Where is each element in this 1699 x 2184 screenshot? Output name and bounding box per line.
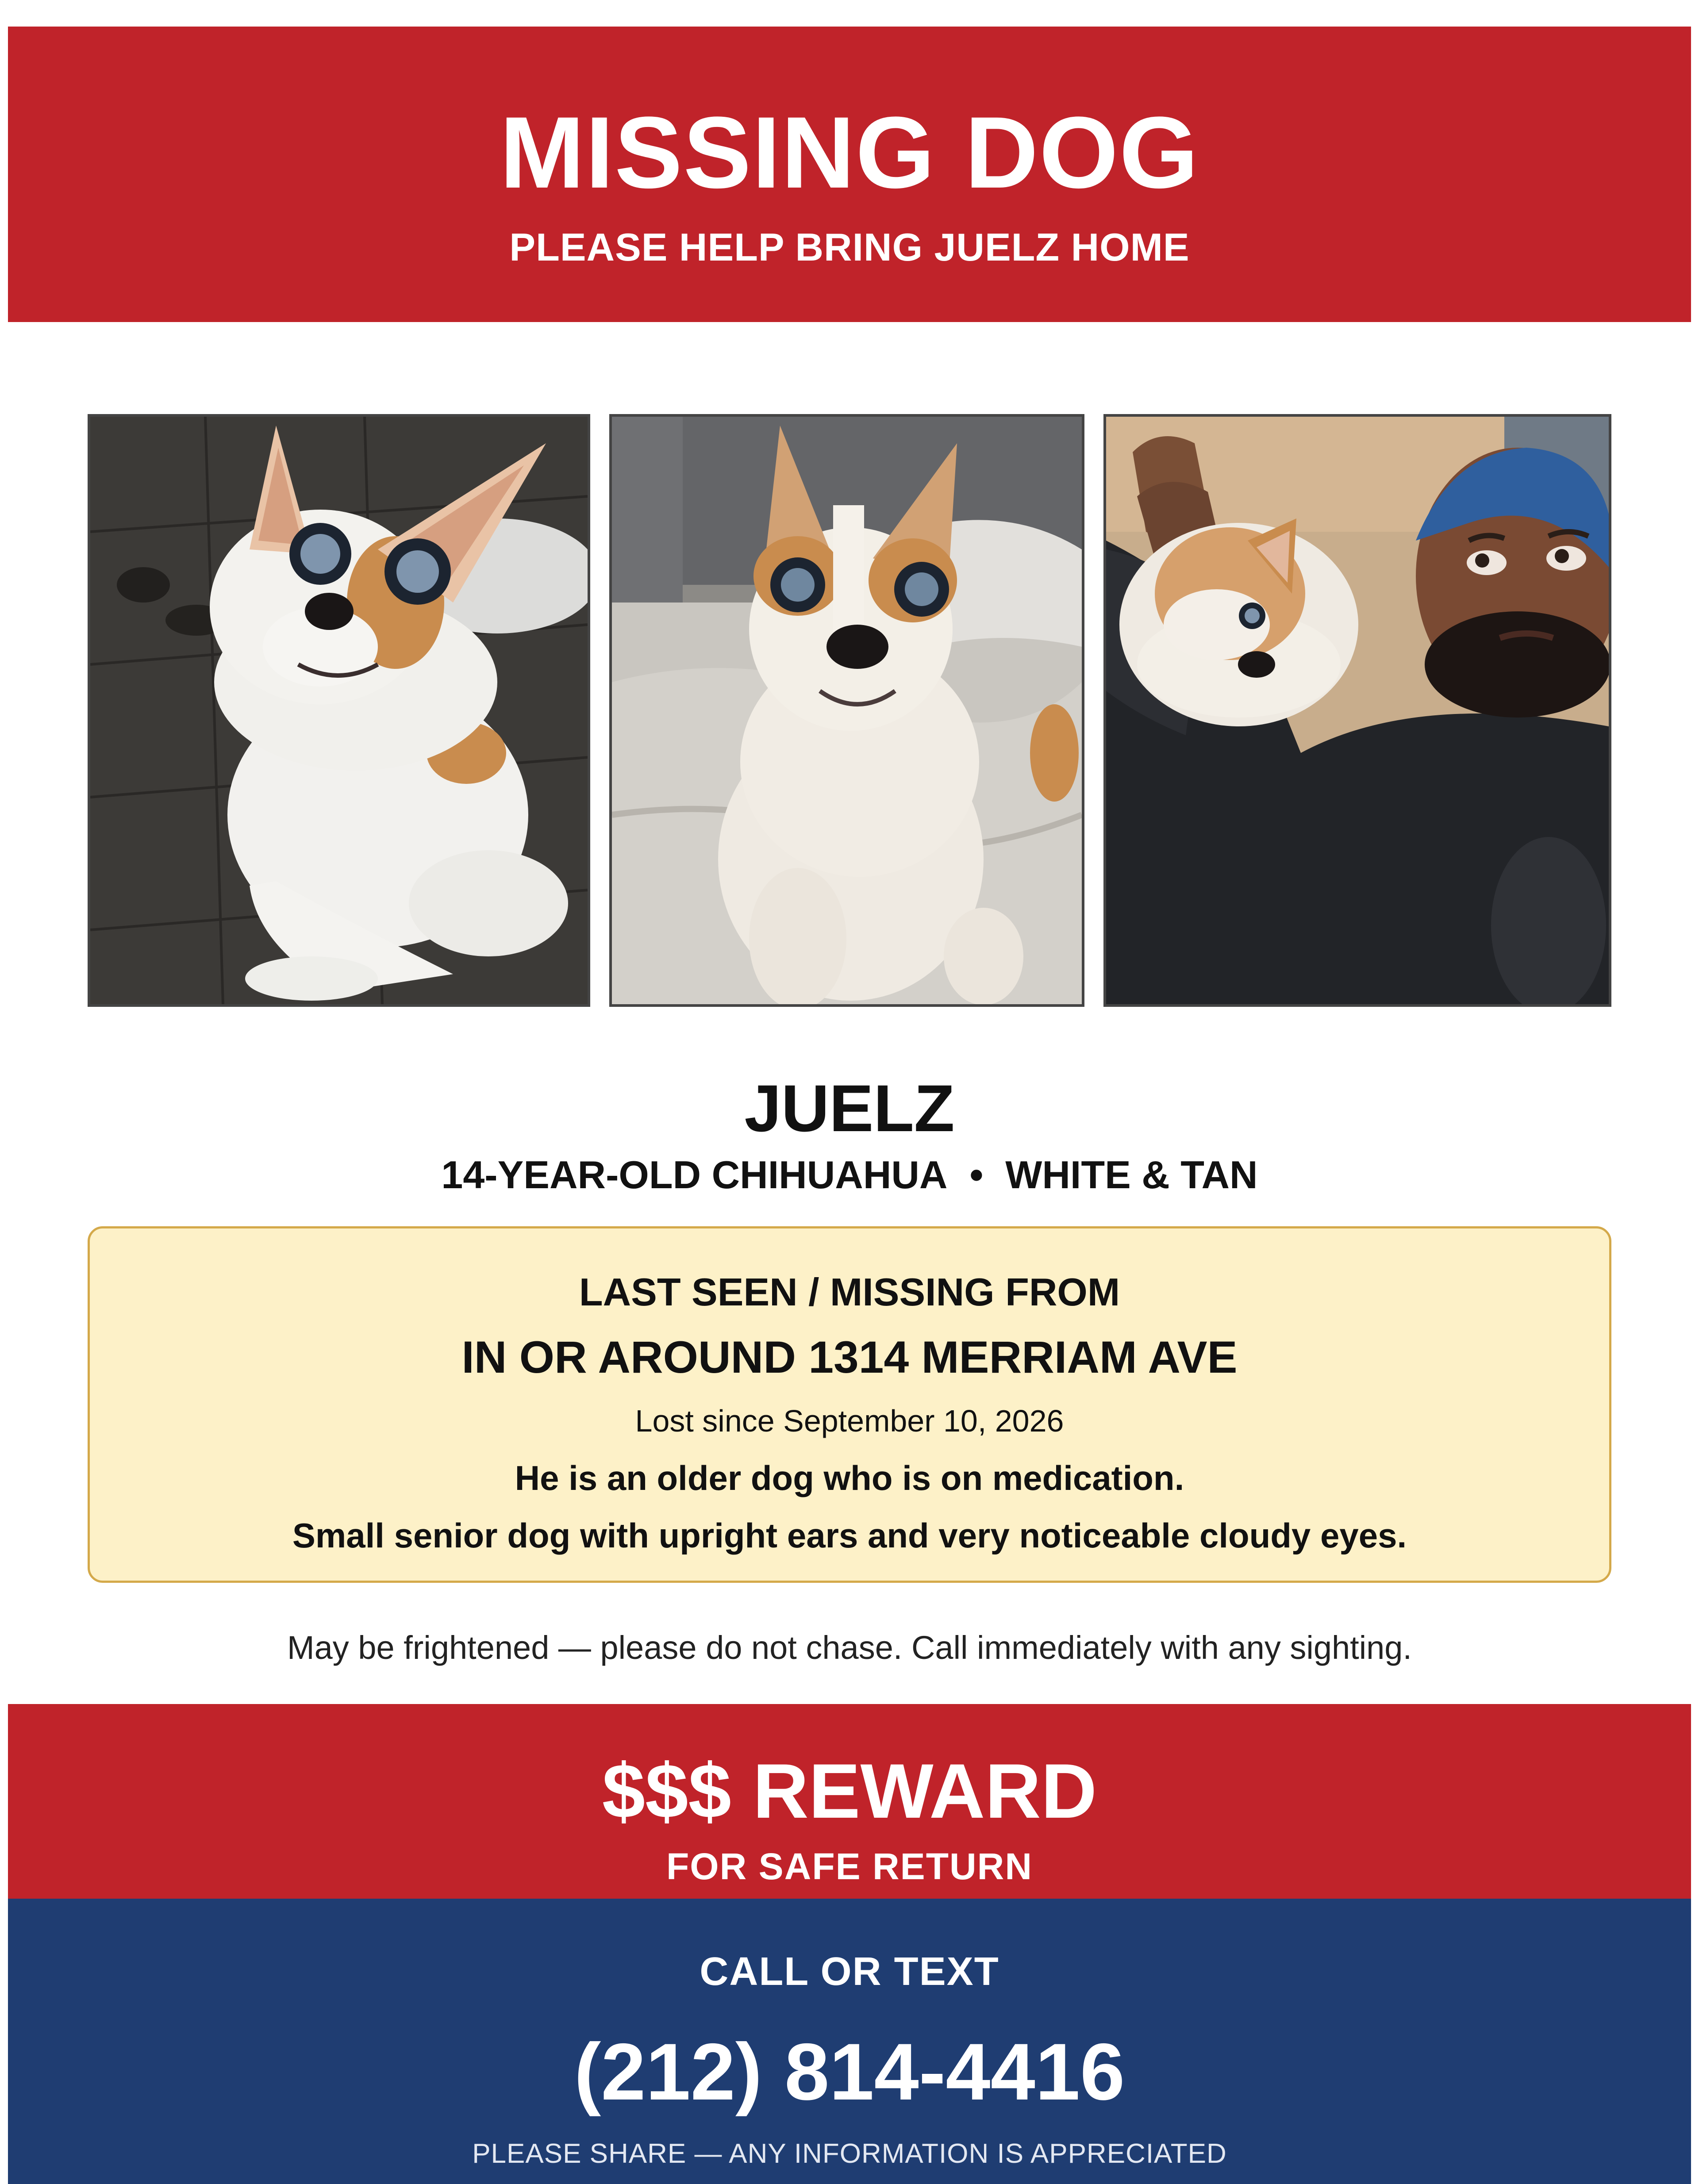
dog-age-breed: 14-YEAR-OLD CHIHUAHUA [441, 1153, 948, 1197]
reward-banner [8, 1704, 1691, 1899]
contact-phone-number: (212) 814-4416 [574, 2027, 1125, 2117]
dog-description [8, 1153, 1691, 1197]
missing-dog-poster [8, 27, 1691, 2184]
contact-banner [8, 1899, 1691, 2184]
dog-name: JUELZ [744, 1071, 955, 1145]
appearance-note: Small senior dog with upright ears and very noticeable cloudy eyes. [292, 1516, 1407, 1555]
dog-blanket-image-icon [612, 417, 1082, 1004]
last-seen-heading: LAST SEEN / MISSING FROM [579, 1270, 1120, 1314]
separator-dot: • [969, 1153, 984, 1197]
dog-pavement-image-icon [90, 417, 588, 1004]
dog-colors: WHITE & TAN [1005, 1153, 1258, 1197]
dog-photo-lying-on-pavement [88, 414, 590, 1007]
do-not-chase-warning: May be frightened — please do not chase. Call immediately with any sighting. [287, 1629, 1412, 1666]
header-banner [8, 27, 1691, 322]
poster-title: MISSING DOG [500, 96, 1199, 209]
last-seen-location: IN OR AROUND 1314 MERRIAM AVE [461, 1332, 1238, 1382]
reward-subtitle: FOR SAFE RETURN [666, 1846, 1033, 1887]
poster-subtitle: PLEASE HELP BRING JUELZ HOME [509, 225, 1190, 269]
dog-photo-with-owner [1103, 414, 1611, 1007]
medication-note: He is an older dog who is on medication. [515, 1459, 1184, 1497]
share-note: PLEASE SHARE — ANY INFORMATION IS APPRECIATED [472, 2138, 1227, 2169]
reward-title: $$$ REWARD [602, 1748, 1097, 1835]
dog-owner-selfie-image-icon [1106, 417, 1609, 1004]
contact-label: CALL OR TEXT [700, 1950, 999, 1994]
lost-since-date: Lost since September 10, 2026 [635, 1404, 1064, 1438]
dog-photo-on-blanket [609, 414, 1084, 1007]
last-seen-box [88, 1226, 1611, 1583]
